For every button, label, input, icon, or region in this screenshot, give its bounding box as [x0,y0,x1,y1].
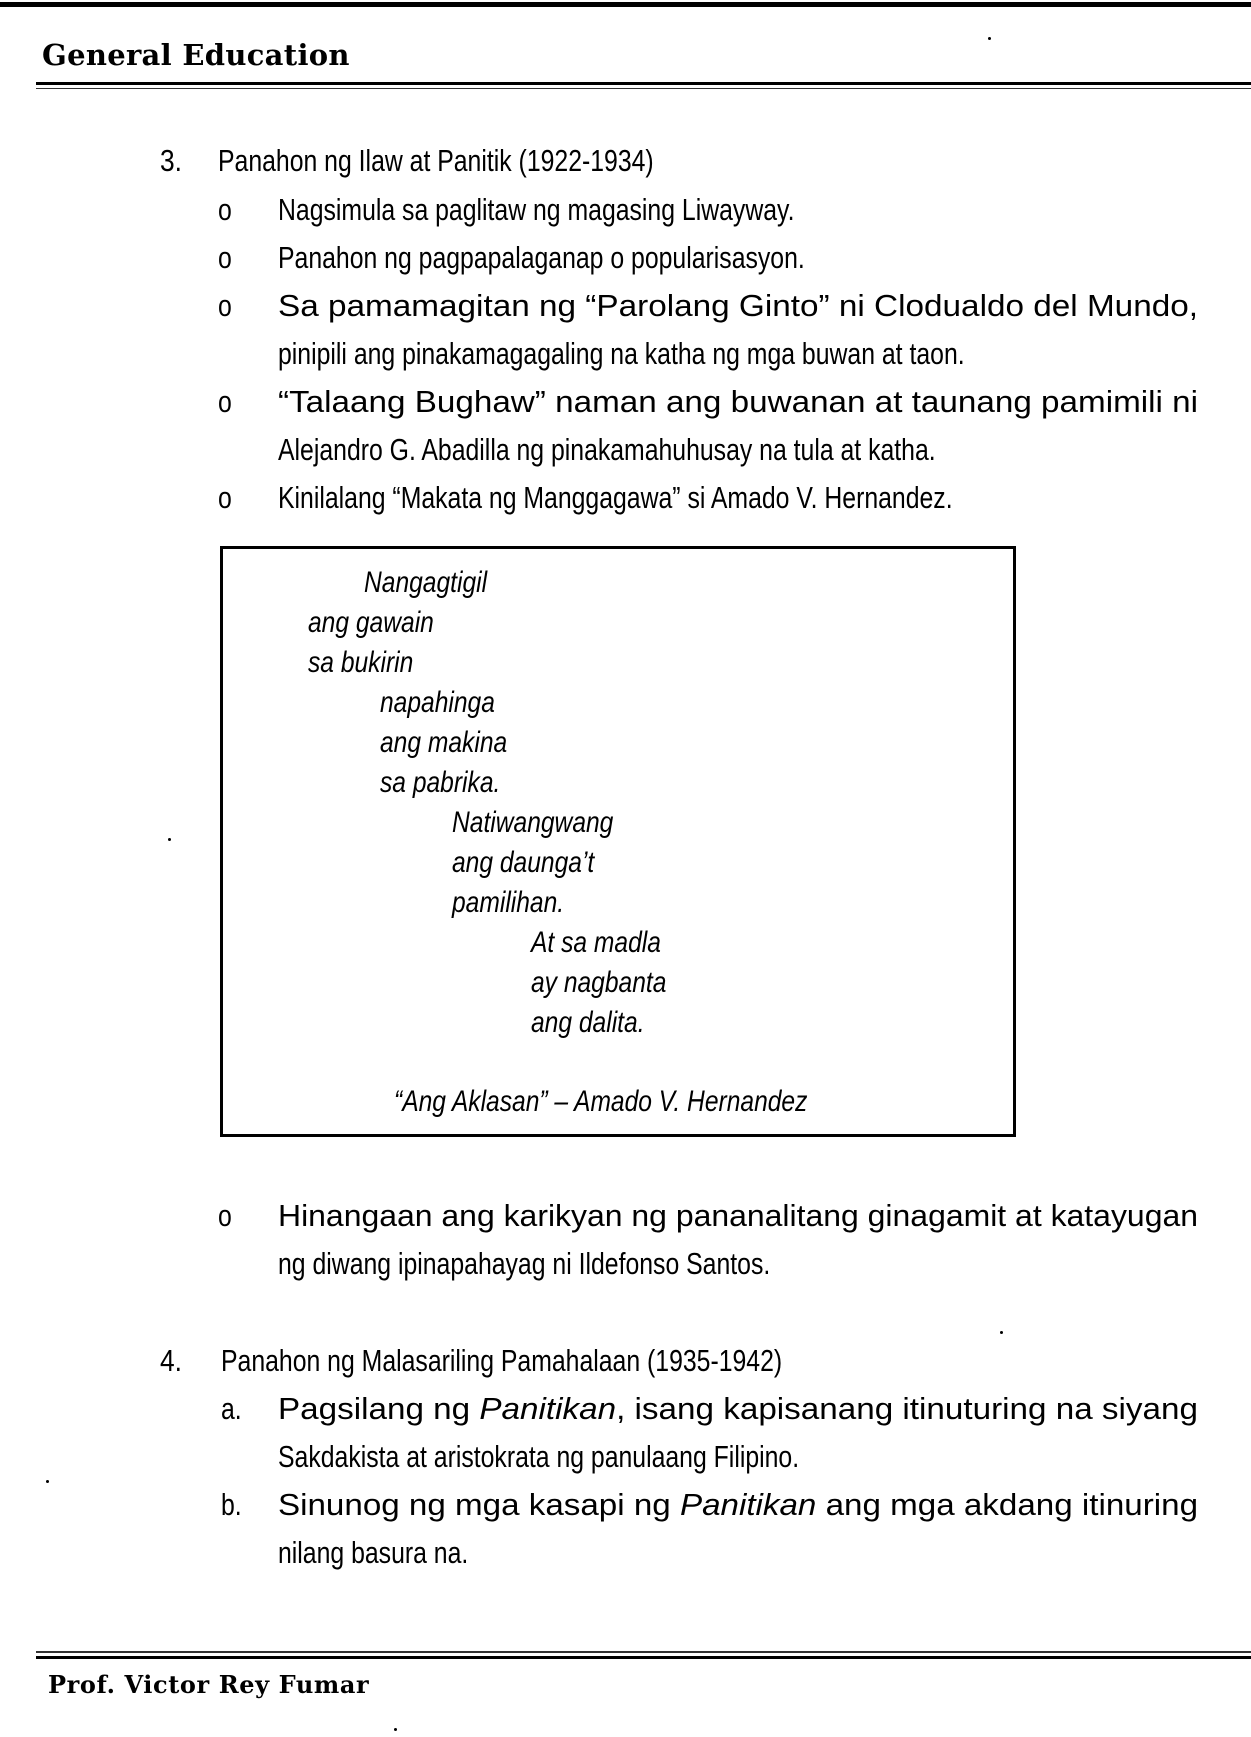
item-b-text-1 [278,1485,1198,1525]
bullet-marker: o [218,288,232,323]
list-item-3-line-2: pinipili ang pinakamagagaling na katha ng mga buwan at taon. [278,336,965,371]
item-b-text-after: ang mga akdang itinuring [816,1487,1199,1522]
list-item-4-text-1: “Talaang Bughaw” naman ang buwanan at taunang pamimili ni [278,384,1199,419]
item-a-line-2: Sakdakista at aristokrata ng panulaang Filipino. [278,1439,800,1474]
list-item-6-line-2: ng diwang ipinapahayag ni Ildefonso Santos. [278,1246,771,1281]
list-item-6-line-1 [278,1196,1198,1236]
footer-author: Prof. Victor Rey Fumar [48,1670,370,1699]
section-4-title: Panahon ng Malasariling Pamahalaan (1935-1942) [221,1343,783,1378]
footer-rule-thin [36,1651,1251,1653]
section-3-title: Panahon ng Ilaw at Panitik (1922-1934) [218,143,654,178]
list-item-5: Kinilalang “Makata ng Manggagawa” si Amado V. Hernandez. [278,480,953,515]
list-item-3-text-1: Sa pamamagitan ng “Parolang Ginto” ni Clodualdo del Mundo, [278,288,1199,323]
item-a-line-1 [278,1389,1198,1429]
bullet-marker: o [218,1198,232,1233]
poem-line: ay nagbanta [531,966,667,999]
poem-line: pamilihan. [452,886,565,919]
poem-line: ang makina [380,726,508,759]
scan-speck [988,37,991,40]
item-a-text-1 [278,1389,1198,1429]
item-a-italic: Panitikan [479,1391,617,1426]
poem-line: ang daunga’t [452,846,595,879]
item-a-marker: a. [221,1391,242,1426]
item-b-italic: Panitikan [679,1487,817,1522]
list-item-6-text-1: Hinangaan ang karikyan ng pananalitang ginagamit at katayugan [278,1198,1198,1233]
poem-line: sa bukirin [308,646,414,679]
bullet-marker: o [218,192,232,227]
scan-speck [394,1728,397,1731]
bullet-marker: o [218,240,232,275]
poem-line: ang gawain [308,606,434,639]
list-item-1: Nagsimula sa paglitaw ng magasing Liwayway. [278,192,795,227]
poem-line: At sa madla [531,926,661,959]
item-a-text-before: Pagsilang ng [278,1391,480,1426]
list-item-3-line-1 [278,286,1199,326]
poem-line: ang dalita. [531,1006,645,1039]
poem-attribution: “Ang Aklasan” – Amado V. Hernandez [394,1085,808,1118]
section-3-number: 3. [160,143,182,178]
item-b-text-before: Sinunog ng mga kasapi ng [278,1487,680,1522]
top-rule [0,2,1251,7]
poem-line: Natiwangwang [452,806,614,839]
header-rule [36,82,1251,85]
item-b-line-1 [278,1485,1199,1525]
list-item-4-line-1 [278,382,1199,422]
item-b-marker: b. [221,1487,242,1522]
scan-speck [1000,1331,1003,1334]
poem-line: Nangagtigil [364,566,488,599]
poem-line: sa pabrika. [380,766,501,799]
section-4-number: 4. [160,1343,182,1378]
poem-line: napahinga [380,686,495,719]
bullet-marker: o [218,480,232,515]
running-header: General Education [42,38,350,72]
list-item-4-line-2: Alejandro G. Abadilla ng pinakamahuhusay na tula at katha. [278,432,936,467]
header-rule-thin [36,88,1251,89]
list-item-2: Panahon ng pagpapalaganap o popularisasyon. [278,240,805,275]
bullet-marker: o [218,384,232,419]
footer-rule [36,1656,1251,1659]
scan-speck [168,838,171,841]
item-a-text-after: , isang kapisanang itinuturing na siyang [616,1391,1198,1426]
scan-speck [46,1480,49,1483]
item-b-line-2: nilang basura na. [278,1535,469,1570]
